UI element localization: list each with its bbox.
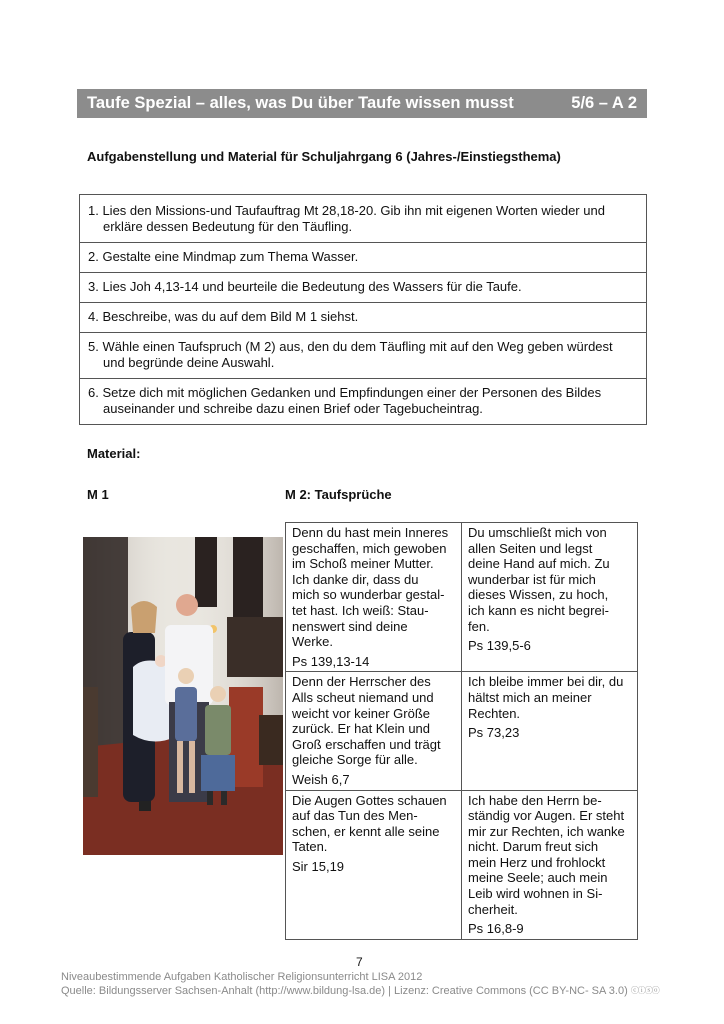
saying-text-line: Ich bleibe immer bei dir, du bbox=[468, 674, 624, 690]
saying-text-line: Denn der Herrscher des bbox=[292, 674, 431, 690]
saying-text-line: Die Augen Gottes schauen bbox=[292, 792, 447, 808]
saying-text-line: Ich danke dir, dass du bbox=[292, 571, 419, 587]
task-text-continued: auseinander und schreibe dazu einen Brief oder Tagebucheintrag. bbox=[103, 401, 483, 416]
task-item bbox=[80, 332, 646, 378]
task-text: 4. Beschreibe, was du auf dem Bild M 1 siehst. bbox=[88, 309, 359, 324]
saying-text-line: zurück. Er hat Klein und bbox=[292, 721, 431, 737]
saying-text-line: schen, er kennt alle seine bbox=[292, 823, 440, 839]
saying-text-line: mich so wunderbar gestal- bbox=[292, 587, 445, 603]
saying-cell bbox=[286, 672, 462, 790]
worksheet-title-bar bbox=[77, 89, 647, 118]
saying-text-line: geschaffen, mich gewoben bbox=[292, 540, 447, 556]
bible-reference: Ps 139,5-6 bbox=[468, 638, 531, 654]
saying-text-line: tet hast. Ich weiß: Stau- bbox=[292, 602, 429, 618]
footer-line-2: Quelle: Bildungsserver Sachsen-Anhalt (http://www.bildung-lsa.de) | Lizenz: Creative Commons (CC BY-NC- SA 3.0) bbox=[61, 985, 628, 997]
task-item bbox=[80, 242, 646, 272]
task-text: 2. Gestalte eine Mindmap zum Thema Wasser. bbox=[88, 249, 359, 264]
saying-text-line: cherheit. bbox=[468, 901, 518, 917]
footer bbox=[61, 971, 659, 998]
saying-text-line: fen. bbox=[468, 618, 490, 634]
saying-text-line: ich kann es nicht begrei- bbox=[468, 602, 609, 618]
material-heading: Material: bbox=[87, 446, 141, 461]
saying-text-line: Ich habe den Herrn be- bbox=[468, 792, 602, 808]
worksheet-code: 5/6 – A 2 bbox=[571, 94, 637, 112]
saying-text-line: auf das Tun des Men- bbox=[292, 808, 418, 824]
cc-license-icon: ⓒⓘⓢⓞ bbox=[630, 986, 659, 995]
task-item bbox=[80, 378, 646, 424]
saying-text-line: Leib wird wohnen in Si- bbox=[468, 886, 603, 902]
task-item bbox=[80, 195, 646, 242]
saying-text-line: Denn du hast mein Inneres bbox=[292, 525, 449, 540]
saying-text-line: allen Seiten und legst bbox=[468, 540, 593, 556]
saying-cell bbox=[462, 790, 638, 939]
section-subtitle: Aufgabenstellung und Material für Schuljahrgang 6 (Jahres-/Einstiegsthema) bbox=[87, 149, 561, 164]
m1-label: M 1 bbox=[87, 487, 109, 502]
saying-text-line: nicht. Darum freut sich bbox=[468, 839, 599, 855]
saying-text-line: nenswert sind deine bbox=[292, 618, 408, 634]
saying-text-line: Taten. bbox=[292, 839, 328, 855]
m2-label: M 2: Taufsprüche bbox=[285, 487, 392, 502]
saying-cell bbox=[462, 523, 638, 672]
saying-text-line: weicht vor keiner Größe bbox=[292, 705, 430, 721]
task-text: 6. Setze dich mit möglichen Gedanken und Empfindungen einer der Personen des Bildes bbox=[88, 385, 602, 400]
saying-text-line: Werke. bbox=[292, 634, 333, 650]
task-item bbox=[80, 272, 646, 302]
saying-text-line: dieses Wissen, zu hoch, bbox=[468, 587, 609, 603]
table-row bbox=[286, 672, 638, 790]
saying-text-line: gleiche Sorge für alle. bbox=[292, 752, 418, 768]
task-text: 3. Lies Joh 4,13-14 und beurteile die Bedeutung des Wassers für die Taufe. bbox=[88, 279, 522, 294]
bible-reference: Ps 16,8-9 bbox=[468, 921, 524, 937]
saying-text-line: hältst mich an meiner bbox=[468, 689, 592, 705]
saying-text-line: deine Hand auf mich. Zu bbox=[468, 556, 610, 572]
worksheet-title: Taufe Spezial – alles, was Du über Taufe wissen musst bbox=[87, 94, 514, 112]
saying-text-line: Rechten. bbox=[468, 705, 521, 721]
saying-text-line: Alls scheut niemand und bbox=[292, 689, 434, 705]
saying-text-line: im Schoß meiner Mutter. bbox=[292, 556, 434, 572]
bible-reference: Ps 73,23 bbox=[468, 725, 520, 741]
bible-reference: Sir 15,19 bbox=[292, 858, 345, 874]
saying-text-line: meine Seele; auch mein bbox=[468, 870, 608, 886]
saying-text-line: Du umschließt mich von bbox=[468, 525, 607, 540]
saying-text-line: wunderbar ist für mich bbox=[468, 571, 596, 587]
saying-cell bbox=[286, 523, 462, 672]
task-text: 1. Lies den Missions-und Taufauftrag Mt 28,18-20. Gib ihn mit eigenen Worten wieder und bbox=[88, 203, 605, 218]
footer-line-1: Niveaubestimmende Aufgaben Katholischer Religionsunterricht LISA 2012 bbox=[61, 971, 423, 983]
saying-text-line: Groß erschaffen und trägt bbox=[292, 736, 441, 752]
table-row bbox=[286, 790, 638, 939]
page-number: 7 bbox=[356, 955, 363, 969]
task-text-continued: erkläre dessen Bedeutung für den Täufling. bbox=[103, 219, 353, 234]
saying-text-line: mir zur Rechten, ich wanke bbox=[468, 823, 625, 839]
saying-text-line: mein Herz und frohlockt bbox=[468, 854, 606, 870]
baptism-family-photo bbox=[83, 537, 283, 855]
bible-reference: Weish 6,7 bbox=[292, 771, 350, 787]
saying-cell bbox=[286, 790, 462, 939]
task-text: 5. Wähle einen Taufspruch (M 2) aus, den du dem Täufling mit auf den Weg geben würdest bbox=[88, 339, 613, 354]
saying-text-line: ständig vor Augen. Er steht bbox=[468, 808, 625, 824]
table-row bbox=[286, 523, 638, 672]
task-list bbox=[79, 194, 647, 425]
task-item bbox=[80, 302, 646, 332]
task-text-continued: und begründe deine Auswahl. bbox=[103, 355, 275, 370]
baptism-sayings-table bbox=[285, 522, 638, 940]
bible-reference: Ps 139,13-14 bbox=[292, 653, 370, 669]
saying-cell bbox=[462, 672, 638, 790]
